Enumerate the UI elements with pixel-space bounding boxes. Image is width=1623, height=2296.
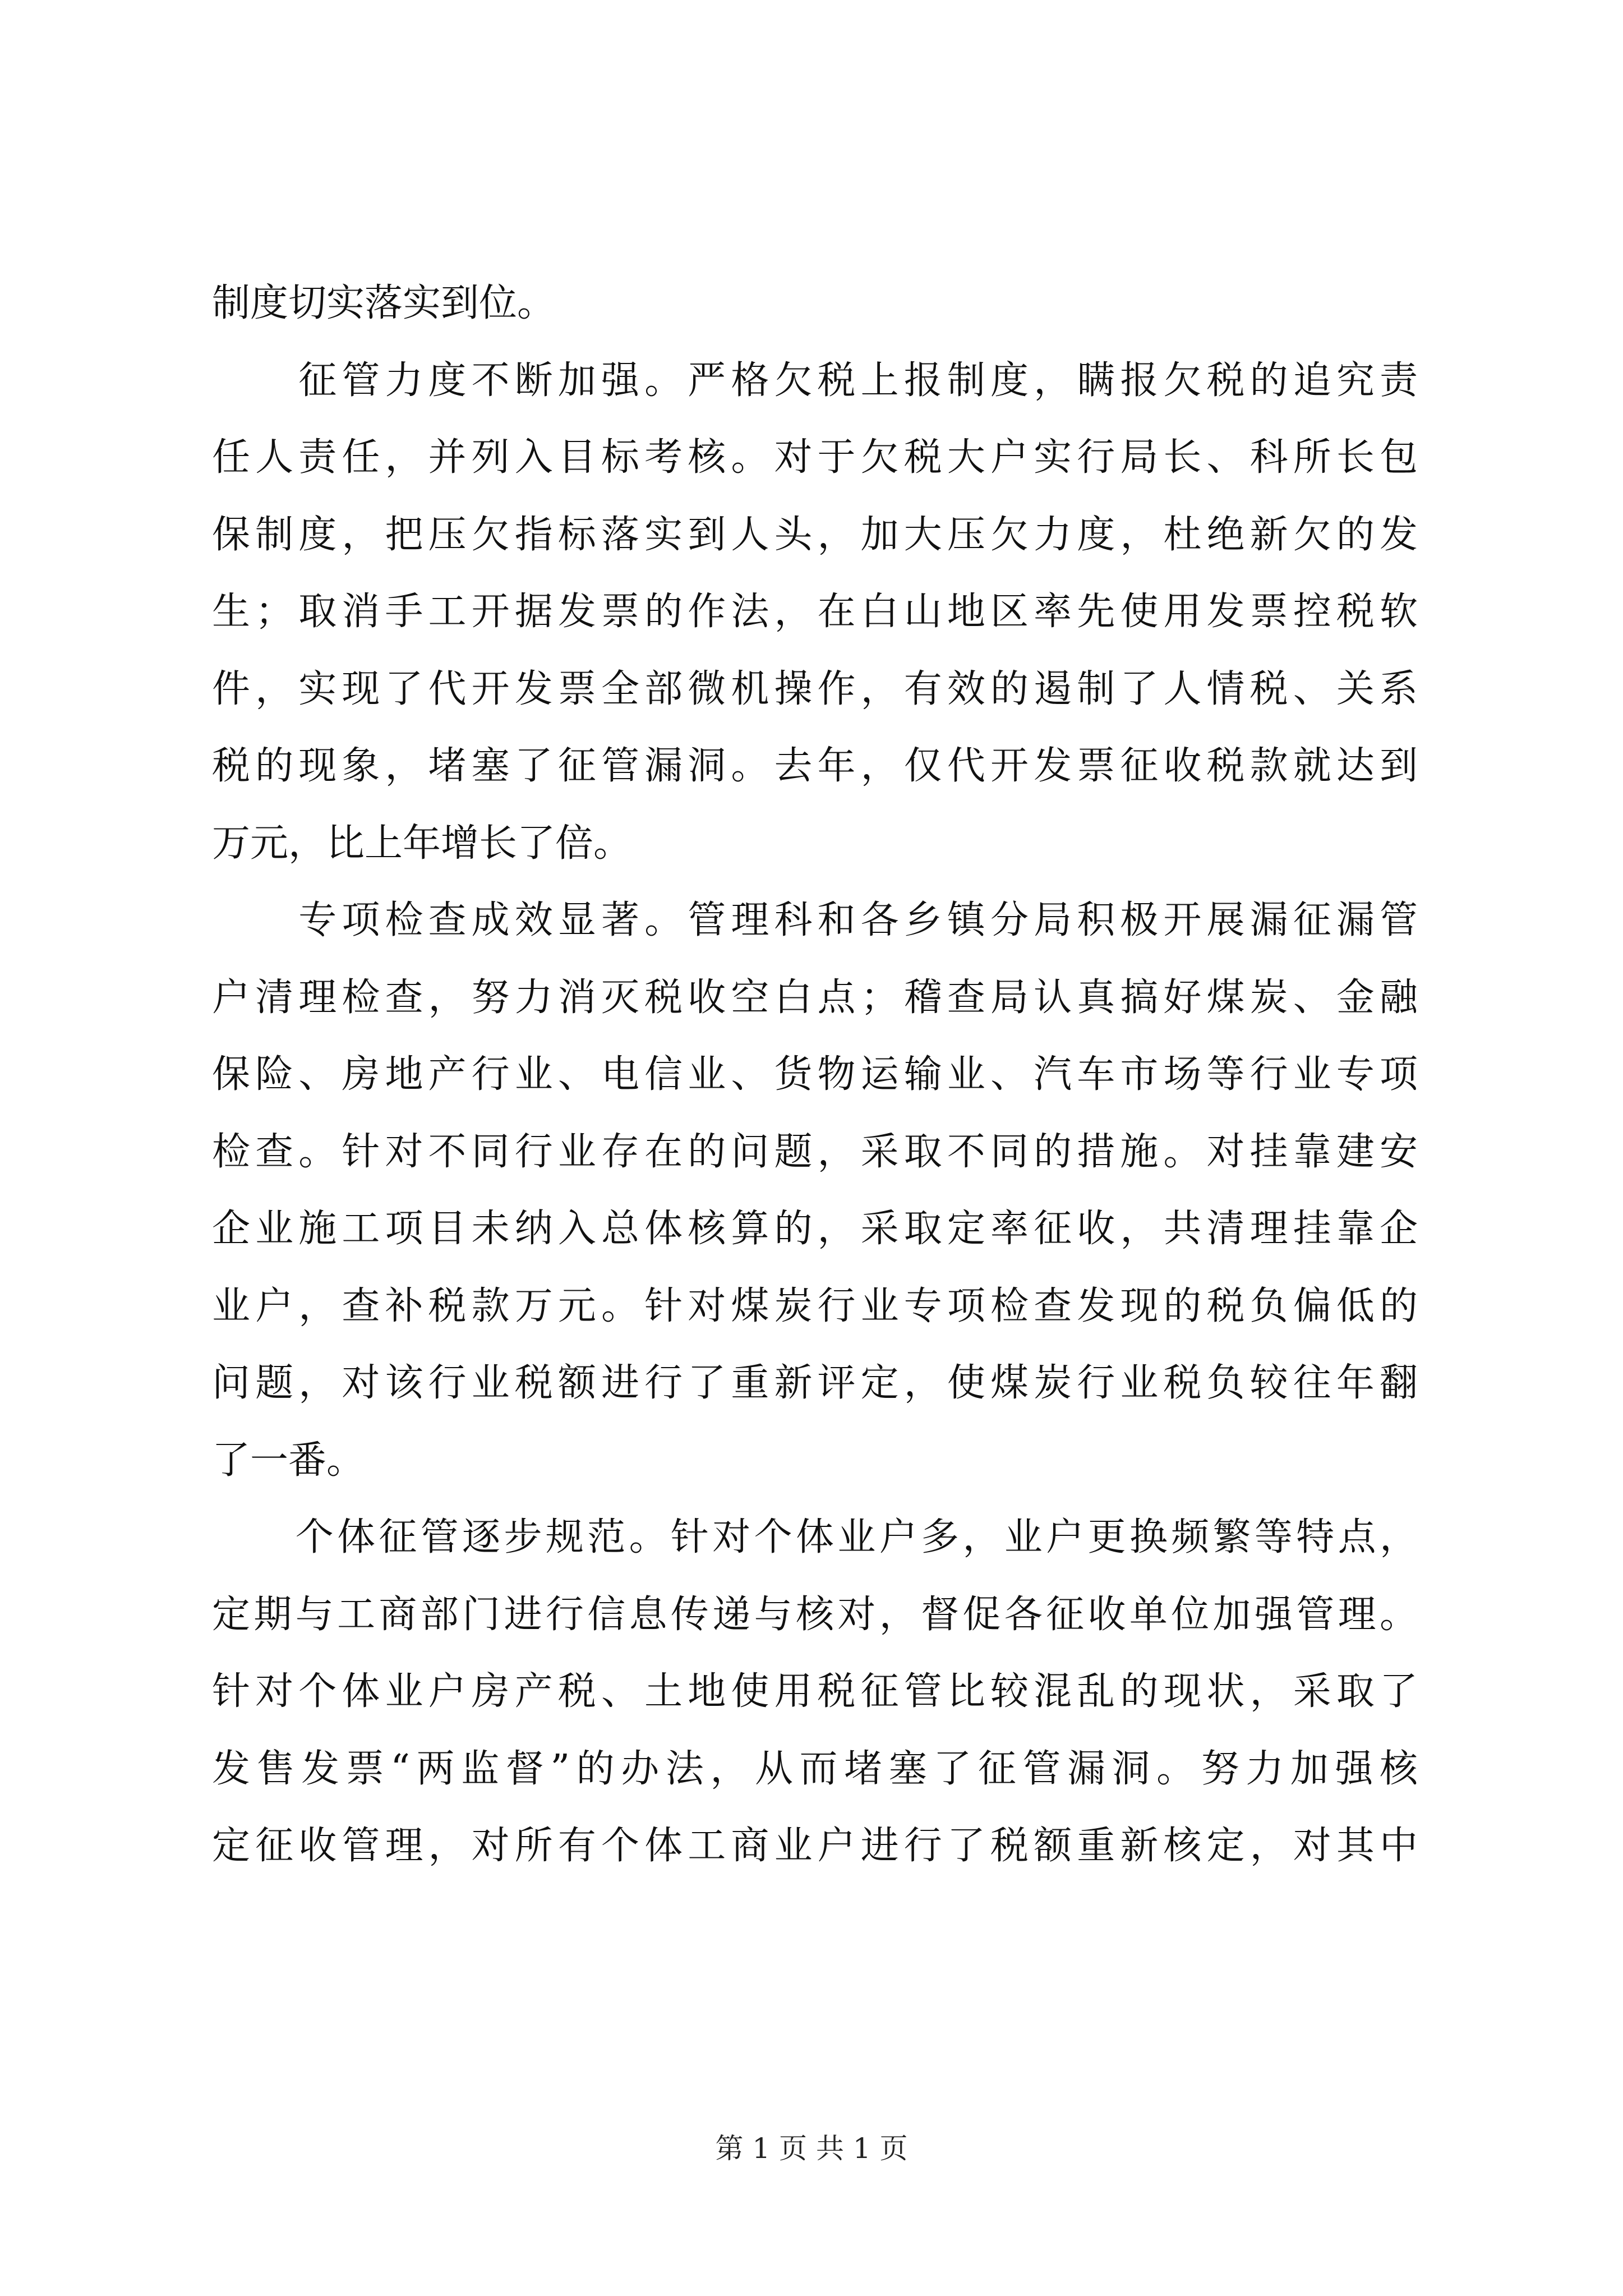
text-line: 了一番。 bbox=[212, 1438, 365, 1483]
text-line: 定征收管理，对所有个体工商业户进行了税额重新核定，对其中 bbox=[212, 1824, 1418, 1868]
text-line: 问题，对该行业税额进行了重新评定，使煤炭行业税负较往年翻 bbox=[212, 1361, 1418, 1405]
text-line: 保制度，把压欠指标落实到人头，加大压欠力度，杜绝新欠的发 bbox=[212, 512, 1418, 557]
text-line: 针对个体业户房产税、土地使用税征管比较混乱的现状，采取了 bbox=[212, 1669, 1418, 1714]
text-line: 个体征管逐步规范。针对个体业户多，业户更换频繁等特点， bbox=[212, 1515, 1418, 1559]
text-line: 制度切实落实到位。 bbox=[212, 281, 556, 325]
text-line: 生；取消手工开据发票的作法，在白山地区率先使用发票控税软 bbox=[212, 590, 1418, 634]
text-line: 税的现象，堵塞了征管漏洞。去年，仅代开发票征收税款就达到 bbox=[212, 744, 1418, 788]
text-line: 征管力度不断加强。严格欠税上报制度，瞒报欠税的追究责 bbox=[212, 358, 1418, 403]
text-line: 企业施工项目未纳入总体核算的，采取定率征收，共清理挂靠企 bbox=[212, 1207, 1418, 1251]
text-line: 定期与工商部门进行信息传递与核对，督促各征收单位加强管理。 bbox=[212, 1592, 1418, 1637]
text-line: 件，实现了代开发票全部微机操作，有效的遏制了人情税、关系 bbox=[212, 666, 1418, 711]
document-body bbox=[212, 265, 1418, 1885]
text-line: 发售发票“两监督”的办法，从而堵塞了征管漏洞。努力加强核 bbox=[212, 1746, 1418, 1791]
text-line: 任人责任，并列入目标考核。对于欠税大户实行局长、科所长包 bbox=[212, 435, 1418, 480]
text-line: 保险、房地产行业、电信业、货物运输业、汽车市场等行业专项 bbox=[212, 1052, 1418, 1097]
page-footer: 第 1 页 共 1 页 bbox=[715, 2132, 908, 2165]
text-line: 万元，比上年增长了倍。 bbox=[212, 821, 632, 866]
text-line: 检查。针对不同行业存在的问题，采取不同的措施。对挂靠建安 bbox=[212, 1129, 1418, 1174]
text-line: 专项检查成效显著。管理科和各乡镇分局积极开展漏征漏管 bbox=[212, 898, 1418, 942]
text-line: 户清理检查，努力消灭税收空白点；稽查局认真搞好煤炭、金融 bbox=[212, 975, 1418, 1020]
text-line: 业户，查补税款万元。针对煤炭行业专项检查发现的税负偏低的 bbox=[212, 1283, 1418, 1328]
